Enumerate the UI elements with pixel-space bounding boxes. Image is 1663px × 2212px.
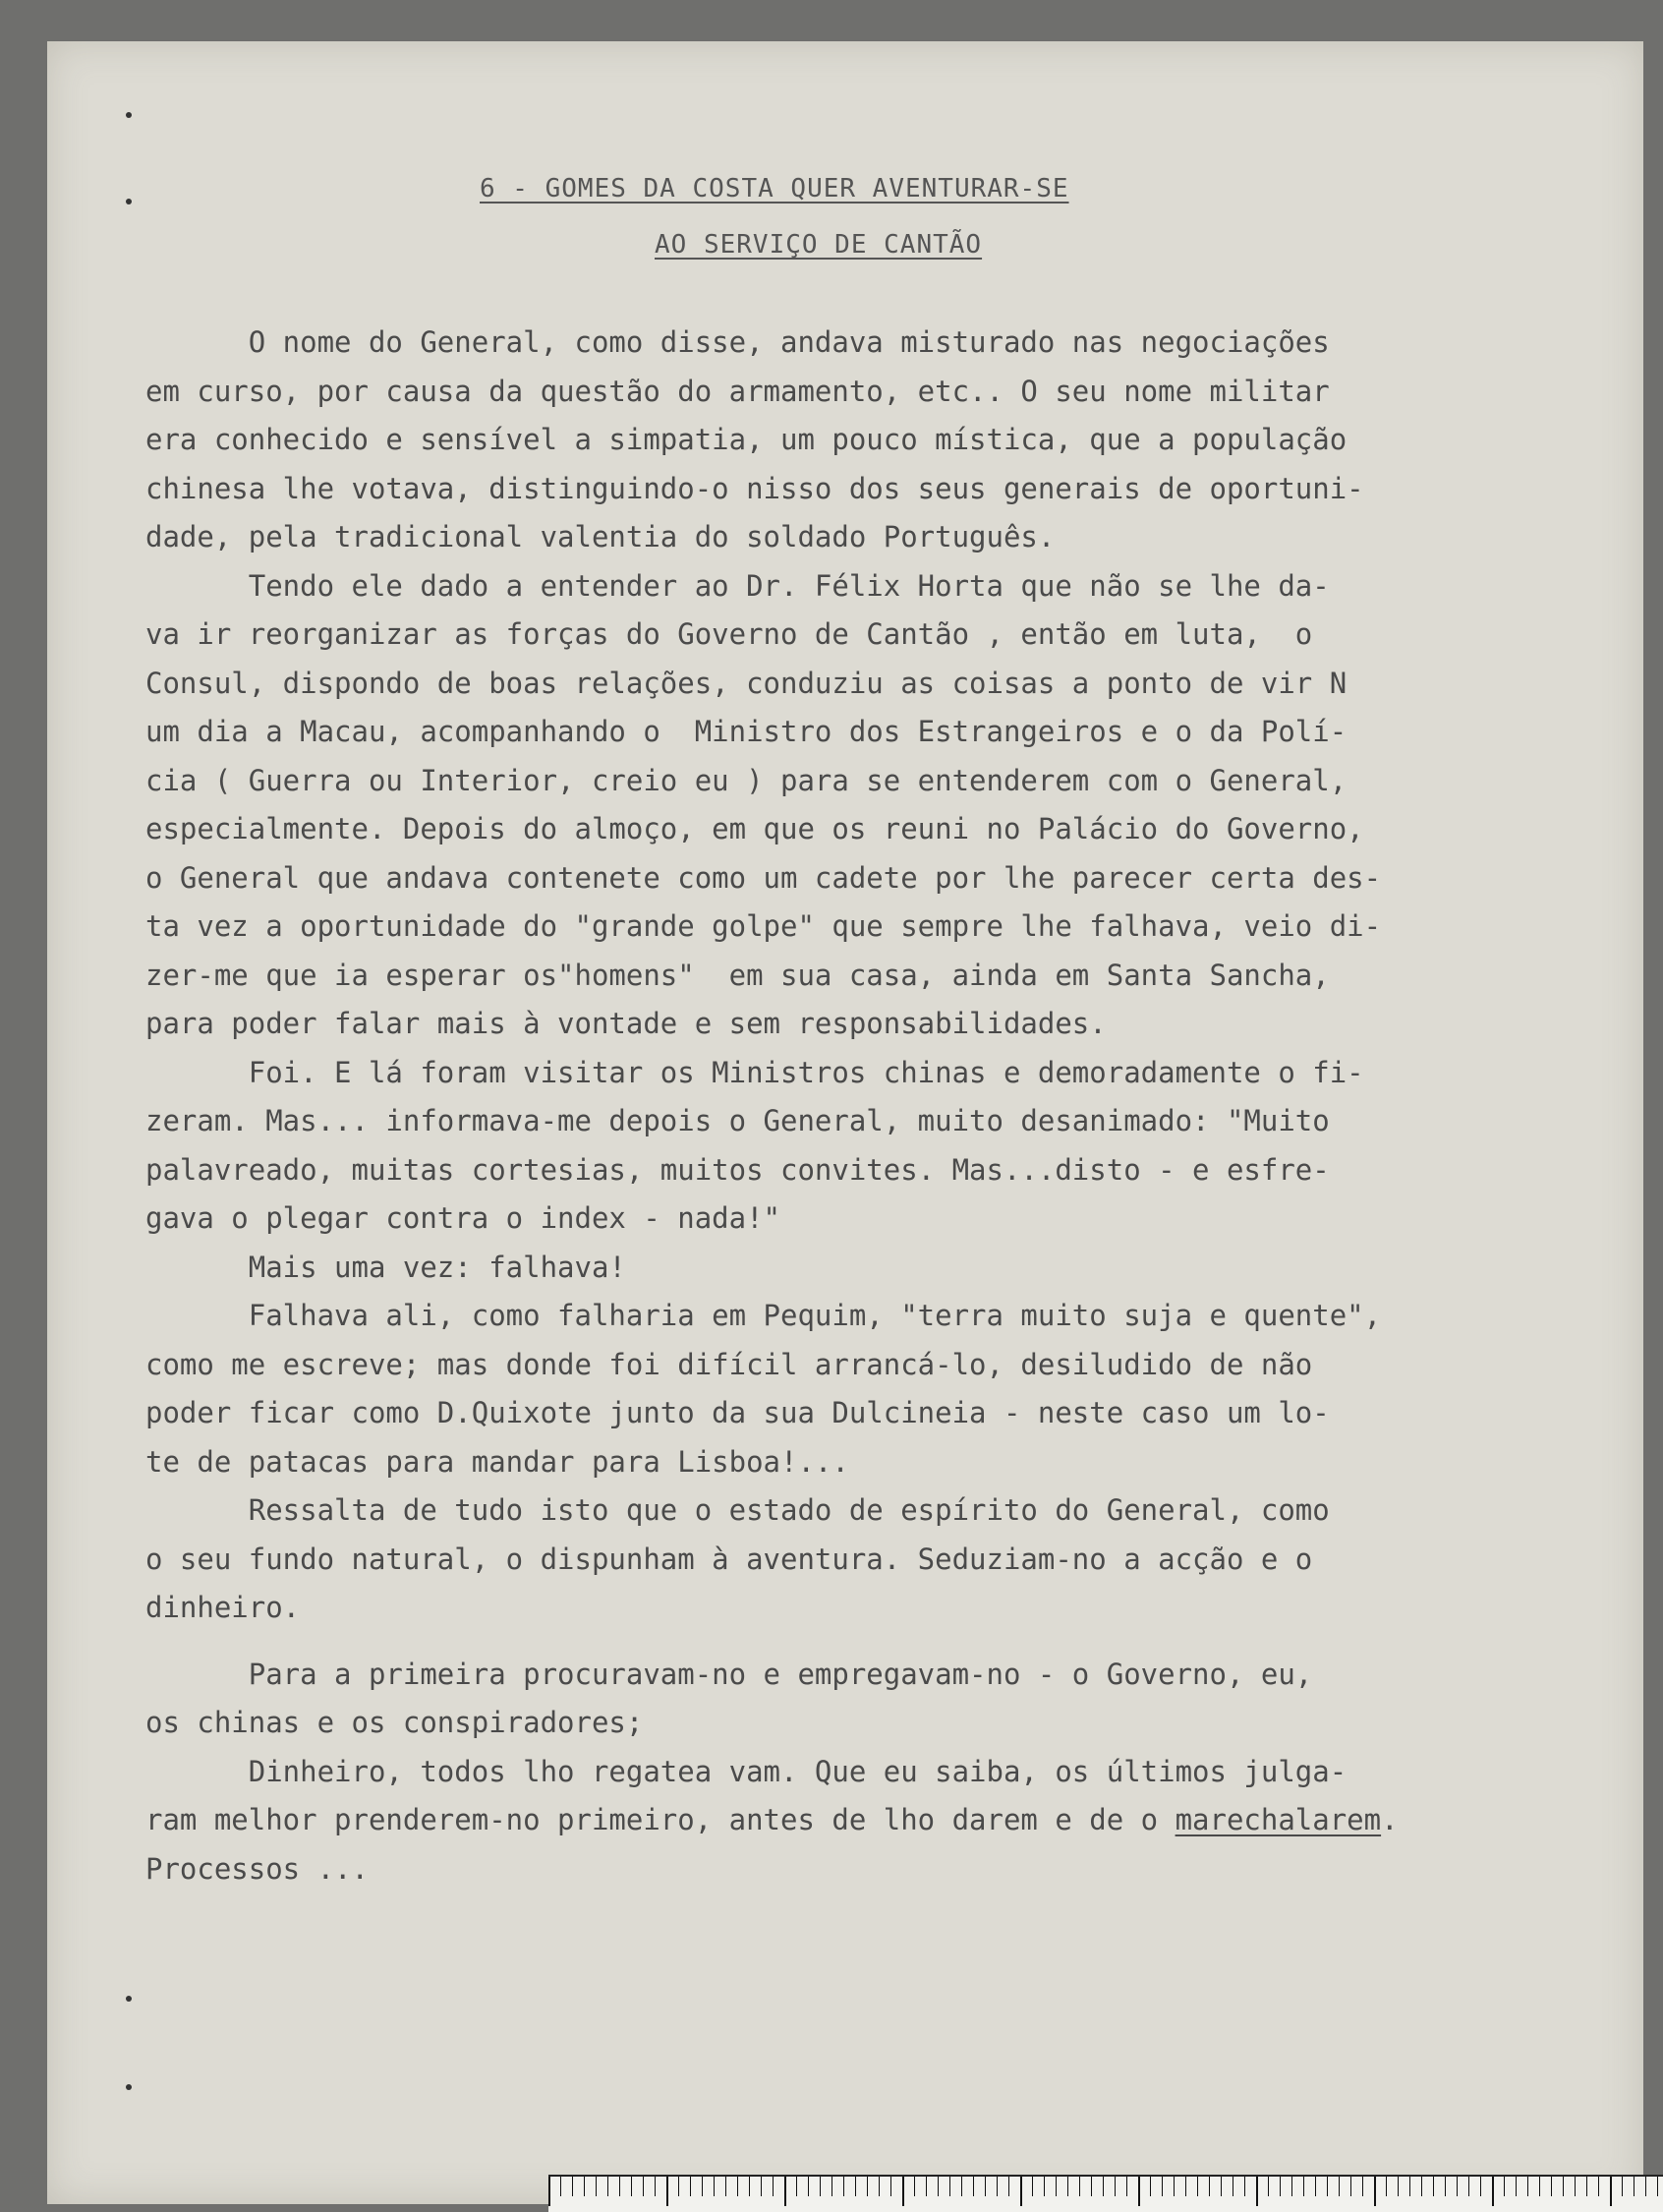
- text-line: Dinheiro, todos lho regatea vam. Que eu saiba, os últimos julga-: [145, 1754, 1348, 1788]
- text-line: como me escreve; mas donde foi difícil arrancá-lo, desiludido de não: [145, 1347, 1313, 1381]
- document-title-line-2: AO SERVIÇO DE CANTÃO: [655, 230, 983, 260]
- text-line: os chinas e os conspiradores;: [145, 1706, 644, 1739]
- text-line: um dia a Macau, acompanhando o Ministro dos Estrangeiros e o da Polí-: [145, 715, 1348, 748]
- text-line: para poder falar mais à vontade e sem responsabilidades.: [145, 1007, 1107, 1040]
- text-line: o General que andava contenete como um cadete por lhe parecer certa des-: [145, 860, 1382, 895]
- punch-mark: [126, 199, 132, 204]
- text-line: zeram. Mas... informava-me depois o General, muito desanimado: "Muito: [145, 1104, 1330, 1137]
- text-line: O nome do General, como disse, andava misturado nas negociações: [145, 325, 1330, 359]
- ruler-major-ticks: [548, 2177, 1663, 2206]
- text-line: Para a primeira procuravam-no e empregavam-no - o Governo, eu,: [145, 1657, 1313, 1691]
- document-title-line-1: 6 - GOMES DA COSTA QUER AVENTURAR-SE: [480, 174, 1069, 204]
- text-line: Foi. E lá foram visitar os Ministros chinas e demoradamente o fi-: [145, 1055, 1364, 1089]
- underlined-word: marechalarem: [1175, 1803, 1382, 1836]
- text-line: va ir reorganizar as forças do Governo de Cantão , então em luta, o: [145, 617, 1313, 651]
- text-line: gava o plegar contra o index - nada!": [145, 1201, 781, 1235]
- text-line: Processos ...: [145, 1851, 369, 1886]
- document-page: [47, 41, 1643, 2204]
- text-line: Ressalta de tudo isto que o estado de espírito do General, como: [145, 1493, 1330, 1527]
- punch-mark: [126, 2084, 132, 2090]
- text-line: especialmente. Depois do almoço, em que os reuni no Palácio do Governo,: [145, 812, 1364, 845]
- text-line: dinheiro.: [145, 1591, 301, 1624]
- text-line: Consul, dispondo de boas relações, conduziu as coisas a ponto de vir N: [145, 666, 1348, 700]
- punch-mark: [126, 112, 132, 118]
- text-line: ta vez a oportunidade do "grande golpe" que sempre lhe falhava, veio di-: [145, 909, 1382, 943]
- punch-mark: [126, 1996, 132, 2002]
- text-line: dade, pela tradicional valentia do soldado Português.: [145, 520, 1056, 553]
- document-body: [145, 319, 1600, 1893]
- text-line: Mais uma vez: falhava!: [145, 1250, 626, 1284]
- text-line: Falhava ali, como falharia em Pequim, "terra muito suja e quente",: [145, 1299, 1382, 1332]
- scale-ruler: [548, 2175, 1663, 2212]
- paragraph-gap: [145, 1633, 1600, 1651]
- text-line: em curso, por causa da questão do armamento, etc.. O seu nome militar: [145, 374, 1330, 408]
- text-line: palavreado, muitas cortesias, muitos convites. Mas...disto - e esfre-: [145, 1152, 1330, 1187]
- text-line: zer-me que ia esperar os"homens" em sua casa, ainda em Santa Sancha,: [145, 958, 1330, 992]
- text-line: cia ( Guerra ou Interior, creio eu ) para se entenderem com o General,: [145, 763, 1348, 797]
- text-line: ram melhor prenderem-no primeiro, antes de lho darem e de o marechalarem.: [145, 1803, 1399, 1836]
- text-line: chinesa lhe votava, distinguindo-o nisso dos seus generais de oportuni-: [145, 471, 1364, 505]
- text-line: Tendo ele dado a entender ao Dr. Félix Horta que não se lhe da-: [145, 568, 1330, 603]
- text-line: te de patacas para mandar para Lisboa!...: [145, 1444, 849, 1479]
- text-line: o seu fundo natural, o dispunham à aventura. Seduziam-no a acção e o: [145, 1542, 1313, 1576]
- text-line: era conhecido e sensível a simpatia, um pouco mística, que a população: [145, 423, 1348, 456]
- text-line: poder ficar como D.Quixote junto da sua Dulcineia - neste caso um lo-: [145, 1396, 1330, 1429]
